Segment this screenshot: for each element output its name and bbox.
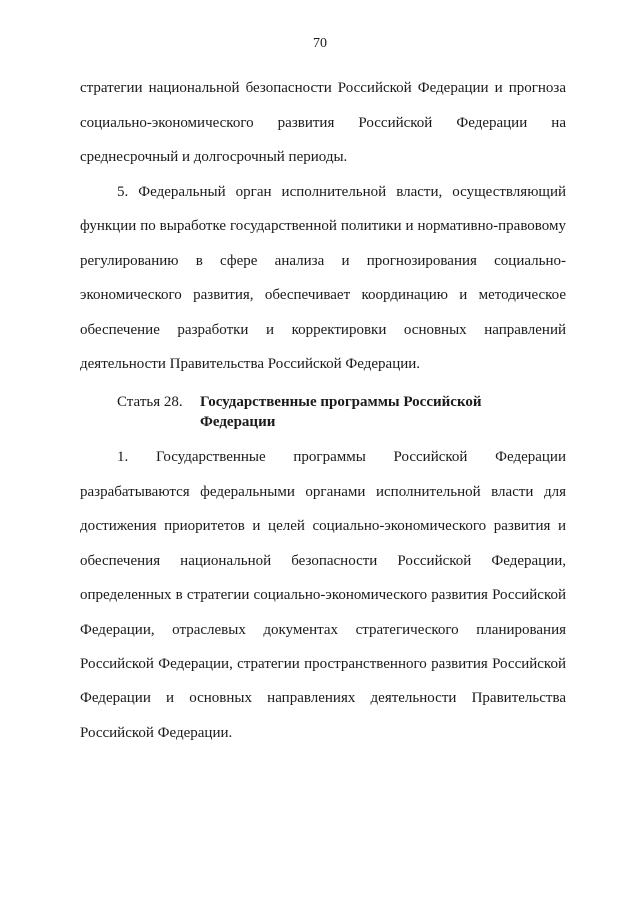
paragraph-line: определенных в стратегии социально-экономического развития Российской: [80, 587, 566, 603]
article-title: Федерации: [200, 414, 276, 430]
paragraph-line: деятельности Правительства Российской Федерации.: [80, 356, 421, 372]
paragraph-line: социально-экономического развития Российской Федерации на: [80, 115, 566, 131]
paragraph-line: Федерации и основных направлениях деятельности Правительства: [80, 690, 566, 706]
paragraph-line: разрабатываются федеральными органами исполнительной власти для: [80, 484, 566, 500]
paragraph-line: 5. Федеральный орган исполнительной власти, осуществляющий: [117, 184, 566, 200]
paragraph-line: регулированию в сфере анализа и прогнозирования социально-: [80, 253, 566, 269]
paragraph-line: функции по выработке государственной политики и нормативно-правовому: [80, 218, 566, 234]
paragraph-line: стратегии национальной безопасности Российской Федерации и прогноза: [80, 80, 566, 96]
paragraph-line: обеспечение разработки и корректировки основных направлений: [80, 322, 566, 338]
paragraph-line: среднесрочный и долгосрочный периоды.: [80, 149, 348, 165]
article-title: Государственные программы Российской: [200, 394, 482, 410]
paragraph-line: Российской Федерации.: [80, 725, 233, 741]
page-number: 70: [313, 36, 327, 51]
paragraph-line: обеспечения национальной безопасности Российской Федерации,: [80, 553, 566, 569]
paragraph-line: экономического развития, обеспечивает координацию и методическое: [80, 287, 566, 303]
article-label: Статья 28.: [117, 394, 183, 410]
paragraph-line: достижения приоритетов и целей социально-экономического развития и: [80, 518, 566, 534]
paragraph-line: Федерации, отраслевых документах стратегического планирования: [80, 622, 566, 638]
paragraph-line: 1. Государственные программы Российской Федерации: [117, 449, 566, 465]
paragraph-line: Российской Федерации, стратегии пространственного развития Российской: [80, 656, 566, 672]
